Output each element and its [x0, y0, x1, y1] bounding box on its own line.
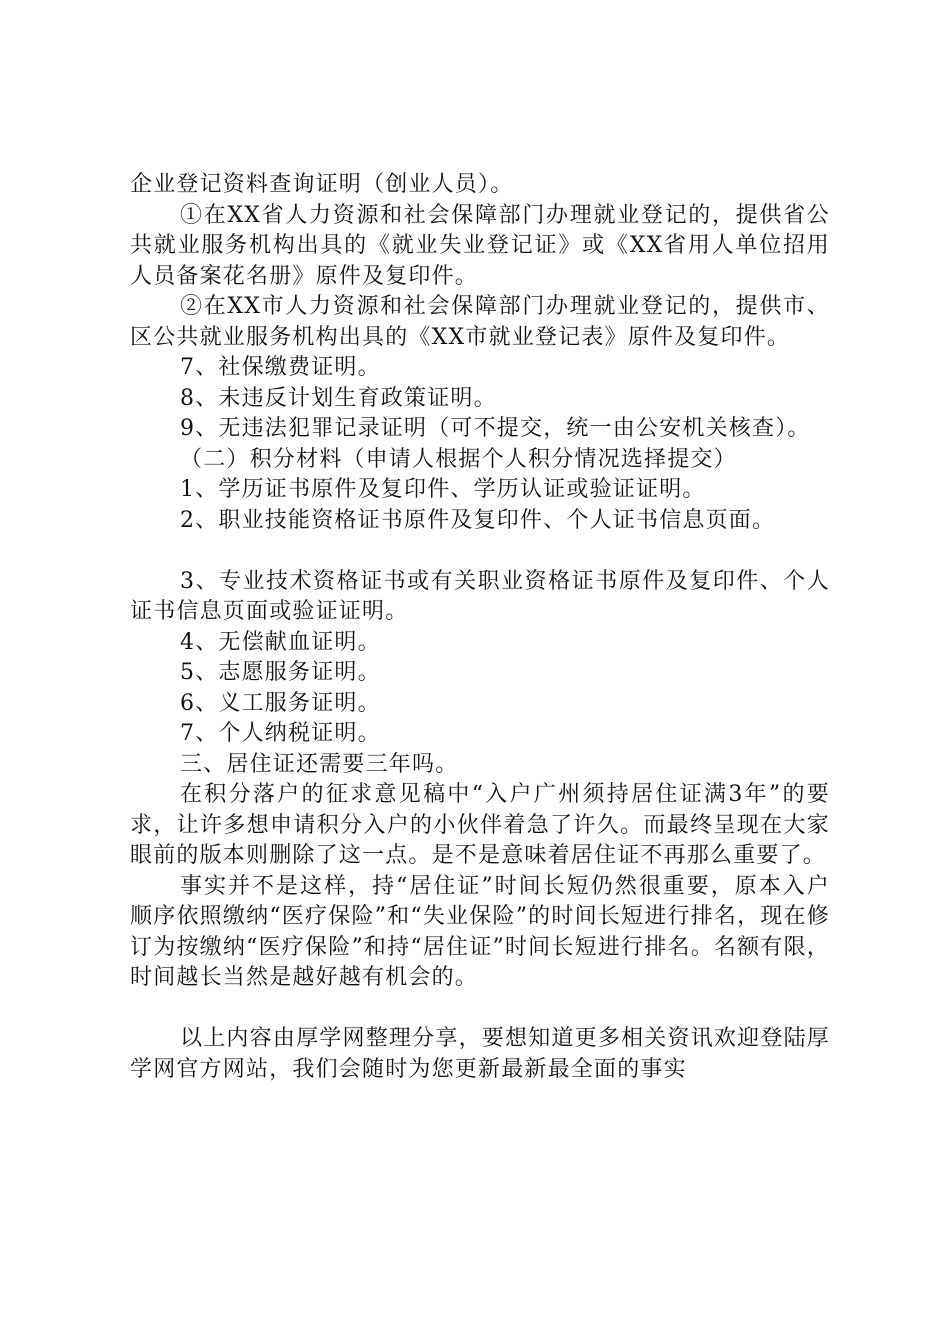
- list-item-4: 4、无偿献血证明。: [180, 629, 381, 655]
- list-item-2: 2、职业技能资格证书原件及复印件、个人证书信息页面。: [180, 507, 776, 533]
- blank-line: [130, 994, 830, 1025]
- body-paragraph-facts: 事实并不是这样，持“居住证”时间长短仍然很重要，原本入户顺序依照缴纳“医疗保险”和“失业保险”的时间长短进行排名，现在修订为按缴纳“医疗保险”和持“居住证”时间长短进行排名。名额有限，时间越长当然是越好越有机会的。: [130, 873, 830, 990]
- section-heading-residence-permit: 三、居住证还需要三年吗。: [180, 751, 459, 777]
- list-item-6: 6、义工服务证明。: [180, 690, 381, 716]
- blank-line: [130, 536, 830, 567]
- list-item-3: 3、专业技术资格证书或有关职业资格证书原件及复印件、个人证书信息页面或验证证明。: [130, 568, 830, 624]
- paragraph-item-1: ①在XX省人力资源和社会保障部门办理就业登记的，提供省公共就业服务机构出具的《就业失业登记证》或《XX省用人单位招用人员备案花名册》原件及复印件。: [130, 202, 830, 289]
- paragraph-item-9: 9、无违法犯罪记录证明（可不提交，统一由公安机关核查）。: [180, 416, 811, 441]
- body-paragraph-closing: 以上内容由厚学网整理分享，要想知道更多相关资讯欢迎登陆厚学网官方网站，我们会随时为您更新最新最全面的事实: [130, 1026, 830, 1082]
- paragraph-continuation: 企业登记资料查询证明（创业人员）。: [130, 172, 514, 197]
- body-paragraph-draft: 在积分落户的征求意见稿中“入户广州须持居住证满3年”的要求，让许多想申请积分入户的小伙伴着急了许久。而最终呈现在大家眼前的版本则删除了这一点。是不是意味着居住证不再那么重要了。: [130, 782, 830, 868]
- paragraph-item-2: ②在XX市人力资源和社会保障部门办理就业登记的，提供市、区公共就业服务机构出具的《XX市就业登记表》原件及复印件。: [130, 294, 830, 350]
- list-item-5: 5、志愿服务证明。: [180, 660, 381, 685]
- list-item-1: 1、学历证书原件及复印件、学历认证或验证证明。: [180, 477, 706, 502]
- list-item-7: 7、个人纳税证明。: [180, 721, 381, 746]
- paragraph-item-8: 8、未违反计划生育政策证明。: [180, 385, 497, 411]
- paragraph-item-7: 7、社保缴费证明。: [180, 355, 381, 380]
- document-body: [130, 170, 830, 1085]
- section-heading-points-materials: （二）积分材料（申请人根据个人积分情况选择提交）: [180, 446, 737, 472]
